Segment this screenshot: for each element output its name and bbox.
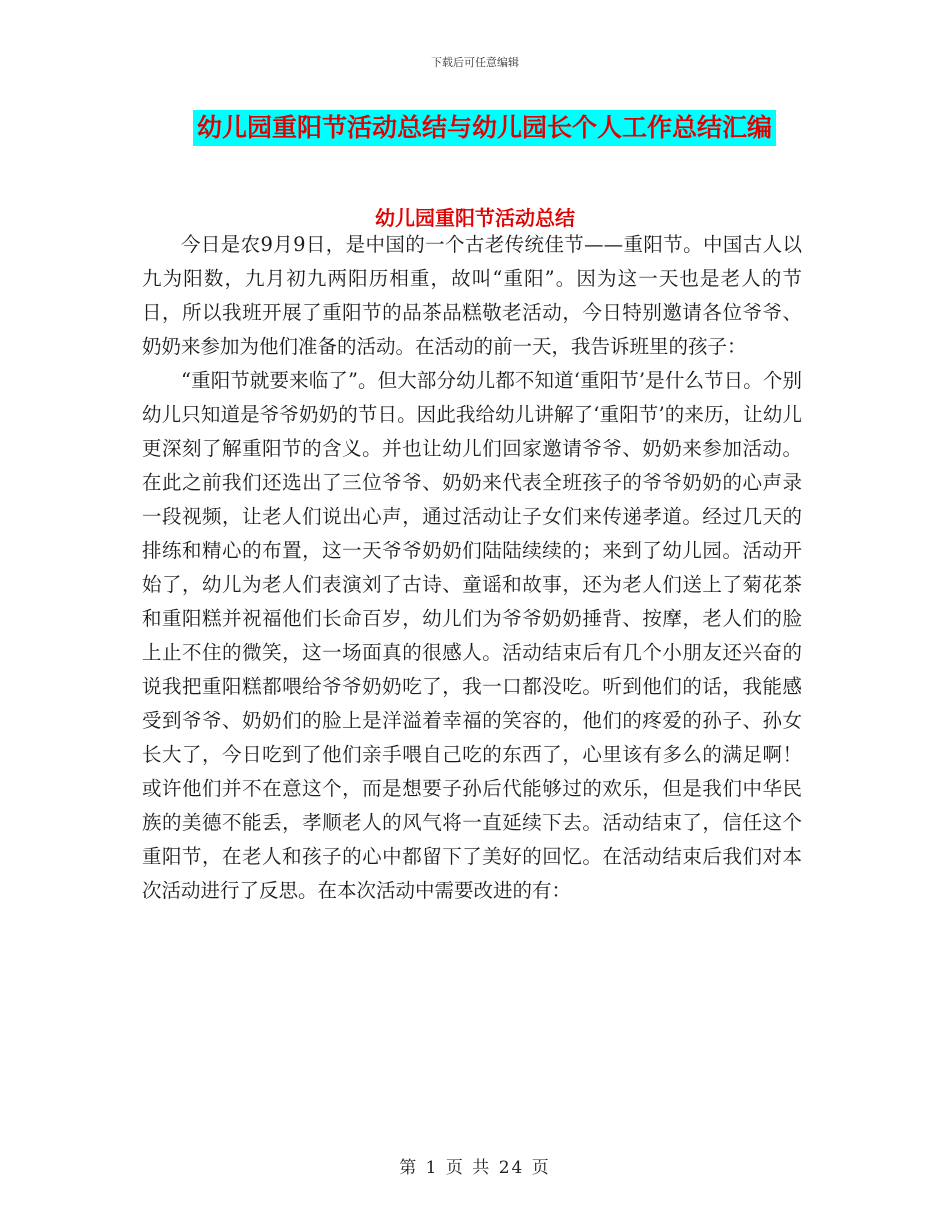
document-title: 幼儿园重阳节活动总结与幼儿园长个人工作总结汇编 <box>193 110 776 146</box>
paragraph: 今日是农9月9日，是中国的一个古老传统佳节——重阳节。中国古人以九为阳数，九月初九两阳历相重，故叫“重阳”。因为这一天也是老人的节日，所以我班开展了重阳节的品茶品糕敬老活动，今日特别邀请各位爷爷、奶奶来参加为他们准备的活动。在活动的前一天，我告诉班里的孩子： <box>142 233 802 358</box>
section-title: 幼儿园重阳节活动总结 <box>375 206 575 230</box>
header-note: 下载后可任意编辑 <box>431 56 519 69</box>
paragraph: “重阳节就要来临了”。但大部分幼儿都不知道‘重阳节’是什么节日。个别幼儿只知道是爷爷奶奶的节日。因此我给幼儿讲解了‘重阳节’的来历，让幼儿更深刻了解重阳节的含义。并也让幼儿们回家邀请爷爷、奶奶来参加活动。在此之前我们还选出了三位爷爷、奶奶来代表全班孩子的爷爷奶奶的心声录一段视频，让老人们说出心声，通过活动让子女们来传递孝道。经过几天的排练和精心的布置，这一天爷爷奶奶们陆陆续续的；来到了幼儿园。活动开始了，幼儿为老人们表演刘了古诗、童谣和故事，还为老人们送上了菊花茶和重阳糕并祝福他们长命百岁，幼儿们为爷爷奶奶捶背、按摩，老人们的脸上止不住的微笑，这一场面真的很感人。活动结束后有几个小朋友还兴奋的说我把重阳糕都喂给爷爷奶奶吃了，我一口都没吃。听到他们的话，我能感受到爷爷、奶奶们的脸上是洋溢着幸福的笑容的，他们的疼爱的孙子、孙女长大了，今日吃到了他们亲手喂自己吃的东西了，心里该有多么的满足啊！或许他们并不在意这个，而是想要子孙后代能够过的欢乐，但是我们中华民族的美德不能丢，孝顺老人的风气将一直延续下去。活动结束了，信任这个重阳节，在老人和孩子的心中都留下了美好的回忆。在活动结束后我们对本次活动进行了反思。在本次活动中需要改进的有： <box>142 369 802 902</box>
page-footer: 第 1 页 共 24 页 <box>399 1158 551 1178</box>
body-text <box>142 228 802 908</box>
